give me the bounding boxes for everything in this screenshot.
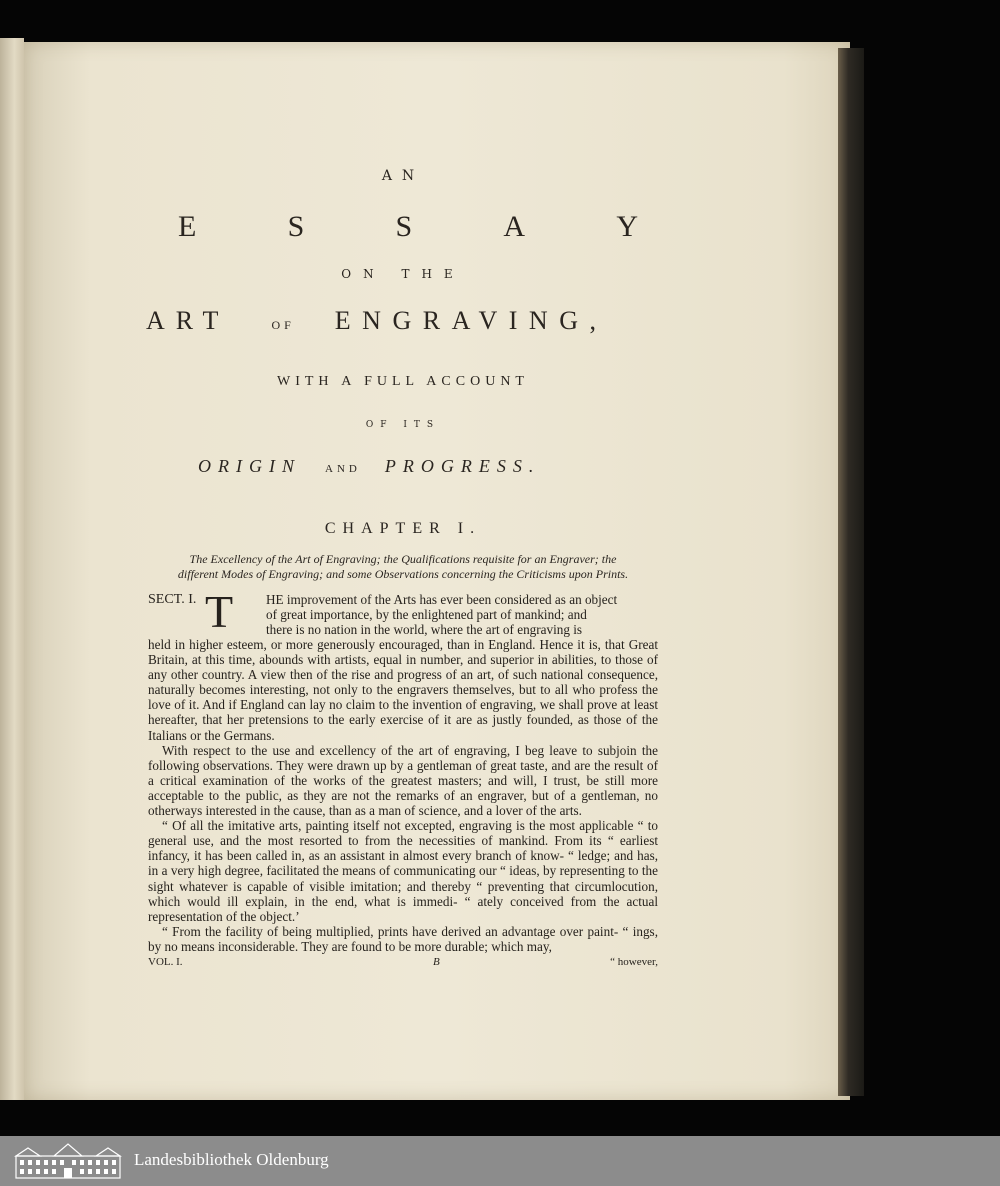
chapter-heading: CHAPTER I. xyxy=(324,520,482,537)
opening-line: of great importance, by the enlightened part of mankind; and xyxy=(266,607,587,623)
quote-paragraph: “ Of all the imitative arts, painting itself not excepted, engraving is the most applicable “ to general use, and the most resorted to from the necessities of mankind. From its “ earliest infancy, it has been called in, as an assistant in almost every branch of know- “ ledge; and has, in a very high degree, facilitated the means of communicating our “ ideas, by representing to the sight whatever is capable of visible imitation; and thereby “ preventing that circumlocution, which would ill explain, in the end, what is immedi- “ ately conceived from the actual representation of the object.’ xyxy=(148,818,658,924)
title-origin: ORIGIN xyxy=(198,456,301,476)
paragraph: held in higher esteem, or more generously encouraged, than in England. Hence it is, that Great Britain, at this time, abounds with artists, equal in number, and superior in abilities, to those of any other country. A view then of the rise and progress of an art, of such national consequence, naturally becomes interesting, not only to the engravers themselves, but to all who profess the love of it. And if England can lay no claim to the invention of engraving, we shall prove at least hereafter, that her pretensions to the early exercise of it are as justly founded, as those of the Italians or the Germans. xyxy=(148,637,658,743)
summary-line: The Excellency of the Art of Engraving; the Qualifications requisite for an Engraver; the xyxy=(189,552,617,566)
left-page-edge xyxy=(0,38,24,1100)
title-an: AN xyxy=(381,168,425,184)
title-full-account: WITH A FULL ACCOUNT xyxy=(277,374,529,389)
title-and: AND xyxy=(325,463,361,475)
title-on-the: ON THE xyxy=(341,267,465,281)
catchword: “ however, xyxy=(610,955,658,968)
title-of-its: OF ITS xyxy=(365,420,441,430)
library-banner xyxy=(0,1136,1000,1186)
library-name[interactable]: Landesbibliothek Oldenburg xyxy=(134,1150,329,1169)
essay-letter: A xyxy=(503,210,526,243)
opening-line: HE improvement of the Arts has ever been considered as an object xyxy=(266,592,618,607)
page-footer xyxy=(148,955,658,970)
chapter-body xyxy=(148,586,658,970)
title-art: ART xyxy=(146,306,230,335)
title-art-of-engraving xyxy=(146,306,666,336)
section-opening xyxy=(148,586,658,638)
signature-mark: B xyxy=(432,955,440,968)
essay-letter: Y xyxy=(616,210,638,243)
chapter-summary xyxy=(148,552,658,582)
volume-number: VOL. I. xyxy=(148,955,183,968)
section-label: SECT. I. xyxy=(148,592,197,607)
title-origin-progress xyxy=(198,456,658,477)
paragraph: With respect to the use and excellency of the art of engraving, I beg leave to subjoin the following observations. They were drawn up by a gentleman of great taste, and are the result of a critical examination of the works of the greatest masters; and will, I trust, be still more acceptable to the public, as they are not the remarks of an engraver, but of a gentleman, no otherways interested in the cause, than as a man of science, and a lover of the arts. xyxy=(148,742,658,819)
quote-paragraph: “ From the facility of being multiplied, prints have derived an advantage over paint- “ ings, by no means inconsiderable. They are found to be more durable; which may, xyxy=(148,923,658,954)
title-of: OF xyxy=(271,318,295,332)
opening-line: there is no nation in the world, where the art of engraving is xyxy=(266,622,583,638)
essay-letter: S xyxy=(287,210,305,243)
drop-cap: T xyxy=(205,586,234,637)
title-engraving: ENGRAVING, xyxy=(334,306,608,335)
title-progress: PROGRESS. xyxy=(384,456,541,476)
essay-letter: S xyxy=(395,210,413,243)
library-building-icon xyxy=(14,1142,122,1180)
opening-lines xyxy=(266,592,658,637)
quotation xyxy=(148,818,658,954)
essay-letter: E xyxy=(178,210,197,243)
summary-line: different Modes of Engraving; and some Observations concerning the Criticisms upon Prints. xyxy=(177,567,629,581)
book-cover-edge xyxy=(838,48,864,1096)
title-essay xyxy=(178,210,638,244)
